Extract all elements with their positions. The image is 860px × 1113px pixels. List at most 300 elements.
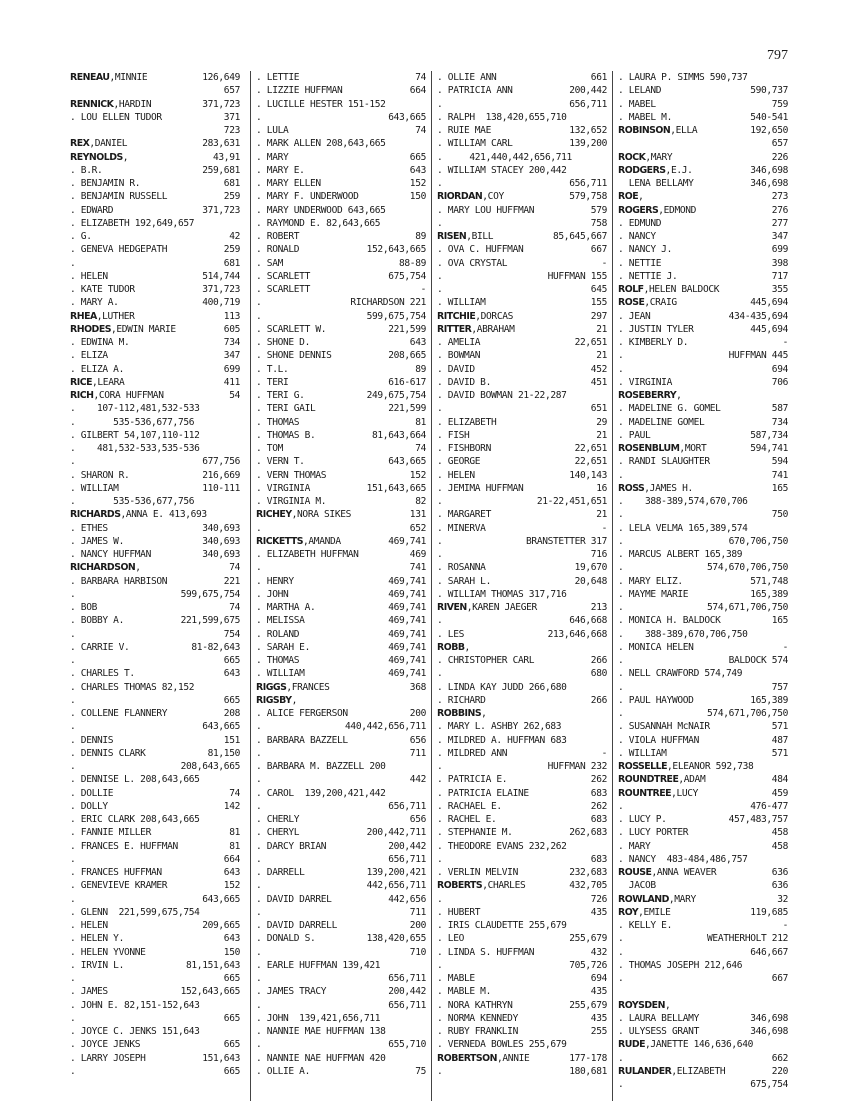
entry-name: . MARY LOU HUFFMAN bbox=[437, 204, 535, 216]
index-entry bbox=[618, 813, 788, 826]
page-refs: 656,711 bbox=[388, 853, 426, 865]
index-entry bbox=[618, 257, 788, 270]
entry-name bbox=[618, 1065, 725, 1078]
entry-name: . RICHARD bbox=[437, 694, 486, 706]
page-refs: 152 bbox=[409, 469, 426, 481]
page-refs: 249,675,754 bbox=[366, 390, 426, 401]
surname: RICHEY bbox=[256, 509, 292, 521]
index-entry bbox=[70, 575, 240, 588]
entry-name: . bbox=[437, 893, 443, 905]
index-entry bbox=[437, 999, 607, 1012]
surname: ROY bbox=[618, 906, 639, 918]
index-entry bbox=[70, 495, 240, 508]
page-refs: 705,726 bbox=[569, 959, 607, 971]
entry-name: . bbox=[437, 496, 443, 507]
index-entry bbox=[256, 416, 426, 429]
index-entry bbox=[70, 826, 240, 839]
index-entry bbox=[437, 1065, 607, 1078]
entry-name: . bbox=[437, 1065, 443, 1077]
surname: RICHARDS bbox=[70, 509, 121, 521]
page-refs: 152 bbox=[409, 178, 426, 189]
entry-name: . bbox=[618, 946, 624, 958]
page-refs: 208 bbox=[223, 708, 240, 719]
index-entry-surname bbox=[618, 760, 788, 773]
index-entry bbox=[70, 760, 240, 773]
index-entry bbox=[618, 429, 788, 442]
entry-name: . THOMAS JOSEPH 212,646 bbox=[618, 959, 743, 971]
page-refs: 220 bbox=[771, 1065, 788, 1077]
entry-name: . PATRICIA E. bbox=[437, 774, 508, 786]
index-entry bbox=[256, 522, 426, 535]
index-entry bbox=[437, 177, 607, 190]
entry-name: . MONICA HELEN bbox=[618, 641, 694, 653]
entry-name bbox=[437, 707, 486, 720]
page-refs: 74 bbox=[415, 72, 426, 83]
page-refs: 645 bbox=[590, 284, 607, 295]
index-entry bbox=[618, 853, 788, 866]
index-entry bbox=[256, 402, 426, 415]
page-refs: 150 bbox=[409, 191, 426, 203]
entry-name: . DAVID DARRELL bbox=[256, 920, 337, 931]
index-entry bbox=[70, 455, 240, 468]
page-refs: 43,91 bbox=[213, 151, 240, 163]
index-entry bbox=[70, 919, 240, 932]
index-entry bbox=[437, 561, 607, 574]
index-entry bbox=[437, 919, 607, 932]
entry-name: . bbox=[256, 297, 262, 309]
page-refs: 434-435,694 bbox=[728, 310, 788, 322]
page-refs: 213,646,668 bbox=[547, 628, 607, 640]
index-entry bbox=[256, 826, 426, 839]
index-entry bbox=[70, 442, 240, 455]
page-refs: 259,681 bbox=[202, 164, 240, 176]
entry-name: . DOLLIE bbox=[70, 787, 114, 799]
entry-name: . SUSANNAH McNAIR bbox=[618, 721, 710, 733]
page-refs: 574,671,706,750 bbox=[707, 708, 788, 719]
entry-name: . bbox=[256, 721, 262, 733]
index-entry bbox=[256, 257, 426, 270]
page-refs: 216,669 bbox=[202, 469, 240, 481]
entry-name: . ROSANNA bbox=[437, 562, 486, 574]
page-refs: 646,668 bbox=[569, 615, 607, 627]
entry-name: . bbox=[437, 403, 443, 415]
page-refs: 723 bbox=[223, 125, 240, 136]
entry-name: . NELL CRAWFORD 574,749 bbox=[618, 668, 743, 680]
entry-name: . GENEVIEVE KRAMER bbox=[70, 880, 168, 892]
entry-name: . JEAN bbox=[618, 310, 651, 322]
page-refs: 42 bbox=[229, 231, 240, 242]
page-refs: 681 bbox=[223, 257, 240, 269]
entry-name: . JOHN bbox=[256, 588, 289, 600]
entry-name: . WILLIAM bbox=[256, 668, 305, 680]
index-entry bbox=[618, 535, 788, 548]
entry-name: . bbox=[256, 522, 262, 534]
index-entry-surname bbox=[70, 71, 240, 84]
surname: ROYSDEN bbox=[618, 999, 665, 1011]
entry-name: . SARAH E. bbox=[256, 641, 310, 653]
entry-name: . JUSTIN TYLER bbox=[618, 323, 694, 335]
page-refs: 435 bbox=[590, 986, 607, 998]
index-entry bbox=[618, 720, 788, 733]
surname: RENEAU bbox=[70, 72, 110, 83]
index-entry bbox=[618, 137, 788, 150]
index-entry bbox=[437, 111, 607, 124]
page-refs: - bbox=[601, 522, 607, 534]
entry-name: . LOU ELLEN TUDOR bbox=[70, 111, 162, 123]
entry-name: . JOHN E. 82,151-152,643 bbox=[70, 999, 200, 1011]
entry-name: . B.R. bbox=[70, 164, 103, 176]
entry-name: . NANCY HUFFMAN bbox=[70, 549, 151, 560]
page-refs: 643,665 bbox=[202, 893, 240, 905]
page-refs: 457,483,757 bbox=[728, 814, 788, 825]
entry-name: . ELIZABETH bbox=[437, 416, 497, 428]
page-refs: 469,741 bbox=[388, 588, 426, 600]
entry-name: . LULA bbox=[256, 125, 289, 136]
index-entry bbox=[256, 1038, 426, 1051]
index-entry bbox=[256, 972, 426, 985]
entry-name: . MABLE M. bbox=[437, 986, 491, 998]
index-entry bbox=[256, 561, 426, 574]
page-refs: 200,442,711 bbox=[366, 827, 426, 839]
page-refs: 435 bbox=[590, 1012, 607, 1024]
entry-name: . TOM bbox=[256, 443, 283, 454]
given-name: , bbox=[135, 562, 141, 574]
index-entry bbox=[256, 164, 426, 177]
index-entry bbox=[256, 893, 426, 906]
entry-name: . SARAH L. bbox=[437, 575, 491, 587]
index-column-3 bbox=[431, 71, 607, 1101]
page-refs: 662 bbox=[771, 1052, 788, 1064]
index-entry bbox=[618, 455, 788, 468]
entry-name: . SHONE D. bbox=[256, 337, 310, 348]
entry-name: . IRIS CLAUDETTE 255,679 bbox=[437, 920, 567, 931]
entry-name: . NORMA KENNEDY bbox=[437, 1012, 518, 1024]
page-refs: 226 bbox=[771, 151, 788, 163]
index-entry bbox=[256, 959, 426, 972]
entry-name: . bbox=[618, 509, 624, 521]
entry-name: LENA BELLAMY bbox=[618, 178, 694, 189]
index-entry bbox=[256, 575, 426, 588]
index-entry-surname bbox=[618, 787, 788, 800]
index-entry bbox=[256, 495, 426, 508]
page-refs: 754 bbox=[223, 628, 240, 640]
index-entry bbox=[437, 826, 607, 839]
page-refs: 346,698 bbox=[750, 1012, 788, 1024]
entry-name: . HELEN bbox=[70, 920, 108, 931]
entry-name: . ROBERT bbox=[256, 231, 300, 242]
page-refs: 276 bbox=[771, 204, 788, 216]
index-entry-surname bbox=[618, 283, 788, 296]
index-entry bbox=[618, 641, 788, 654]
index-entry bbox=[70, 588, 240, 601]
index-entry bbox=[618, 363, 788, 376]
index-entry bbox=[70, 217, 240, 230]
page-refs: 656,711 bbox=[388, 973, 426, 984]
index-entry bbox=[256, 985, 426, 998]
page-refs: 165,389 bbox=[750, 588, 788, 600]
index-entry bbox=[437, 734, 607, 747]
entry-name: . MARY E. bbox=[256, 164, 305, 176]
index-entry bbox=[437, 124, 607, 137]
page-refs: 594,741 bbox=[750, 443, 788, 454]
entry-name: . MARY bbox=[256, 151, 289, 163]
index-entry bbox=[256, 442, 426, 455]
page-refs: 165,389 bbox=[750, 694, 788, 706]
index-entry bbox=[70, 853, 240, 866]
entry-name: . bbox=[618, 469, 624, 481]
index-entry-surname bbox=[256, 535, 426, 548]
index-entry bbox=[70, 813, 240, 826]
entry-name: . MABLE bbox=[437, 973, 475, 984]
page-refs: 81-82,643 bbox=[191, 641, 240, 653]
entry-name: . NANCY J. bbox=[618, 244, 672, 256]
entry-name: . MELISSA bbox=[256, 615, 305, 627]
page-refs: 81 bbox=[229, 827, 240, 839]
page-refs: - bbox=[782, 641, 788, 653]
index-entry bbox=[618, 985, 788, 998]
page-refs: 221,599 bbox=[388, 323, 426, 335]
index-entry bbox=[437, 813, 607, 826]
entry-name: . bbox=[618, 1052, 624, 1064]
page-refs: 587 bbox=[771, 403, 788, 415]
surname: RHODES bbox=[70, 323, 111, 335]
index-entry bbox=[437, 906, 607, 919]
index-entry bbox=[437, 747, 607, 760]
page-refs: 680 bbox=[590, 668, 607, 680]
surname: RUDE bbox=[618, 1039, 646, 1051]
index-entry bbox=[256, 349, 426, 362]
page-refs: 21 bbox=[596, 509, 607, 521]
given-name: , bbox=[291, 694, 297, 706]
index-entry bbox=[618, 972, 788, 985]
index-entry bbox=[618, 1078, 788, 1091]
page-refs: 346,698 bbox=[750, 178, 788, 189]
entry-name bbox=[618, 164, 693, 177]
entry-name: . RANDI SLAUGHTER bbox=[618, 456, 710, 468]
index-entry bbox=[618, 946, 788, 959]
page-refs: 741 bbox=[771, 469, 788, 481]
entry-name bbox=[618, 999, 670, 1012]
entry-name: . bbox=[437, 98, 443, 110]
entry-name bbox=[70, 323, 176, 336]
entry-name: . bbox=[256, 310, 262, 322]
entry-name bbox=[618, 787, 698, 800]
entry-name: . CHERLY bbox=[256, 814, 300, 825]
given-name: ,ANNIE bbox=[497, 1052, 530, 1064]
index-entry bbox=[618, 959, 788, 972]
entry-name bbox=[437, 641, 470, 654]
index-entry bbox=[437, 455, 607, 468]
page-refs: 726 bbox=[590, 893, 607, 905]
index-entry bbox=[437, 720, 607, 733]
page-refs: 21 bbox=[596, 323, 607, 335]
surname: RICE bbox=[70, 376, 92, 388]
index-entry bbox=[256, 283, 426, 296]
index-entry bbox=[256, 840, 426, 853]
entry-name: . WILLIAM bbox=[618, 747, 667, 759]
index-entry bbox=[437, 787, 607, 800]
page-refs: 139,200 bbox=[569, 138, 607, 150]
entry-name: . ALICE FERGERSON bbox=[256, 708, 348, 719]
entry-name: . RALPH 138,420,655,710 bbox=[437, 111, 567, 123]
entry-name: . JEMIMA HUFFMAN bbox=[437, 482, 524, 494]
entry-name: . SCARLETT bbox=[256, 270, 310, 282]
page-refs: 140,143 bbox=[569, 469, 607, 481]
page-refs: HUFFMAN 445 bbox=[728, 350, 788, 362]
page-refs: 643 bbox=[223, 668, 240, 680]
page-refs: 152,643,665 bbox=[366, 244, 426, 256]
page-refs: 150 bbox=[223, 946, 240, 958]
given-name: ,FRANCES bbox=[286, 681, 330, 693]
given-name: ,ELIZABETH bbox=[671, 1065, 726, 1077]
given-name: ,E.J. bbox=[665, 164, 693, 176]
entry-name bbox=[70, 561, 141, 574]
entry-name: . DARRELL bbox=[256, 867, 305, 878]
index-entry bbox=[70, 972, 240, 985]
index-entry bbox=[618, 508, 788, 521]
entry-name: . bbox=[437, 761, 443, 772]
page-refs: 469,741 bbox=[388, 641, 426, 653]
entry-name: . bbox=[256, 111, 262, 123]
given-name: ,KAREN JAEGER bbox=[466, 602, 537, 613]
given-name: ,ANNA E. 413,693 bbox=[120, 509, 207, 521]
page-refs: 664 bbox=[409, 85, 426, 97]
entry-name bbox=[437, 879, 525, 892]
page-refs: 368 bbox=[409, 681, 426, 693]
entry-name: . bbox=[256, 853, 262, 865]
entry-name: . KELLY E. bbox=[618, 920, 672, 931]
index-entry bbox=[256, 310, 426, 323]
index-entry bbox=[256, 137, 426, 150]
index-entry bbox=[618, 694, 788, 707]
entry-name: . MARY A. bbox=[70, 297, 119, 309]
page-refs: 661 bbox=[590, 72, 607, 83]
page-refs: 81 bbox=[229, 840, 240, 852]
page-refs: 371 bbox=[223, 111, 240, 123]
page-refs: 142 bbox=[223, 800, 240, 812]
index-entry bbox=[70, 243, 240, 256]
surname: RIVEN bbox=[437, 602, 467, 613]
index-entry bbox=[618, 402, 788, 415]
page-refs: 208,665 bbox=[388, 350, 426, 362]
page-refs: 683 bbox=[590, 814, 607, 825]
page-refs: 442,656 bbox=[388, 893, 426, 905]
index-entry bbox=[256, 720, 426, 733]
page-refs: 347 bbox=[771, 231, 788, 242]
index-entry bbox=[70, 111, 240, 124]
page-refs: 340,693 bbox=[202, 535, 240, 547]
entry-name: . KATE TUDOR bbox=[70, 284, 135, 295]
page-refs: 694 bbox=[771, 363, 788, 375]
given-name: ,CHARLES bbox=[482, 880, 526, 892]
surname: RULANDER bbox=[618, 1065, 672, 1077]
entry-name: . bbox=[256, 747, 262, 759]
page-refs: 594 bbox=[771, 456, 788, 468]
index-entry bbox=[70, 879, 240, 892]
entry-name: . CAROL 139,200,421,442 bbox=[256, 787, 386, 799]
entry-name: . BENJAMIN RUSSELL bbox=[70, 191, 168, 203]
page-refs: 734 bbox=[771, 416, 788, 428]
page-refs: 119,685 bbox=[750, 906, 788, 918]
index-entry bbox=[256, 111, 426, 124]
index-entry bbox=[437, 866, 607, 879]
index-entry bbox=[437, 840, 607, 853]
entry-name: . ROLAND bbox=[256, 628, 300, 640]
entry-name: . BARBARA HARBISON bbox=[70, 575, 168, 587]
index-entry bbox=[437, 959, 607, 972]
page-refs: 571 bbox=[771, 721, 788, 733]
index-entry-surname bbox=[618, 124, 788, 137]
entry-name: . TERI bbox=[256, 376, 289, 388]
surname: ROLF bbox=[618, 284, 644, 295]
index-entry bbox=[70, 946, 240, 959]
page-refs: 579,758 bbox=[569, 191, 607, 203]
page-refs: 221,599 bbox=[388, 403, 426, 415]
page-refs: 232,683 bbox=[569, 867, 607, 878]
page-refs: 440,442,656,711 bbox=[345, 721, 426, 733]
index-entry-surname bbox=[618, 296, 788, 309]
entry-name: . 535-536,677,756 bbox=[70, 496, 195, 507]
index-entry bbox=[618, 230, 788, 243]
entry-name: . LUCY PORTER bbox=[618, 827, 689, 839]
page-refs: 571 bbox=[771, 747, 788, 759]
page-refs: 487 bbox=[771, 734, 788, 746]
index-entry bbox=[618, 310, 788, 323]
index-entry bbox=[618, 71, 788, 84]
index-entry-surname bbox=[437, 707, 607, 720]
surname: ROSE bbox=[618, 297, 645, 309]
given-name: ,EMILE bbox=[638, 906, 671, 918]
index-entry bbox=[437, 137, 607, 150]
index-entry bbox=[70, 402, 240, 415]
surname: RISEN bbox=[437, 231, 467, 242]
index-entry-surname bbox=[437, 879, 607, 892]
index-entry bbox=[437, 972, 607, 985]
entry-name bbox=[618, 151, 672, 164]
page-refs: 200 bbox=[409, 708, 426, 719]
page-refs: 132,652 bbox=[569, 125, 607, 136]
entry-name: . SCARLETT W. bbox=[256, 323, 327, 335]
index-entry-surname bbox=[618, 482, 788, 495]
entry-name: . WILLIAM THOMAS 317,716 bbox=[437, 588, 567, 600]
index-entry-surname bbox=[618, 893, 788, 906]
entry-name: . MADELINE GOMEL bbox=[618, 416, 705, 428]
index-entry bbox=[256, 124, 426, 137]
index-entry bbox=[70, 999, 240, 1012]
entry-name: . FRANCES E. HUFFMAN bbox=[70, 840, 178, 852]
entry-name: . GILBERT 54,107,110-112 bbox=[70, 429, 200, 441]
index-entry bbox=[437, 681, 607, 694]
entry-name: . 388-389,670,706,750 bbox=[618, 628, 748, 640]
entry-name: . LUCY P. bbox=[618, 814, 667, 825]
page-refs: 74 bbox=[415, 125, 426, 136]
page-refs: 22,651 bbox=[574, 456, 607, 468]
page-refs: 346,698 bbox=[750, 164, 788, 176]
page-refs: 665 bbox=[223, 973, 240, 984]
entry-name: . bbox=[437, 178, 443, 189]
entry-name: . 421,440,442,656,711 bbox=[437, 151, 572, 163]
index-entry bbox=[70, 1052, 240, 1065]
page-refs: 656,711 bbox=[388, 800, 426, 812]
index-entry bbox=[256, 1025, 426, 1038]
page-refs: 74 bbox=[415, 443, 426, 454]
entry-name bbox=[70, 151, 128, 164]
entry-name bbox=[437, 1052, 529, 1065]
index-entry bbox=[256, 98, 426, 111]
entry-name: . bbox=[256, 946, 262, 958]
entry-name: . bbox=[70, 1065, 76, 1077]
page-refs: 74 bbox=[229, 602, 240, 613]
